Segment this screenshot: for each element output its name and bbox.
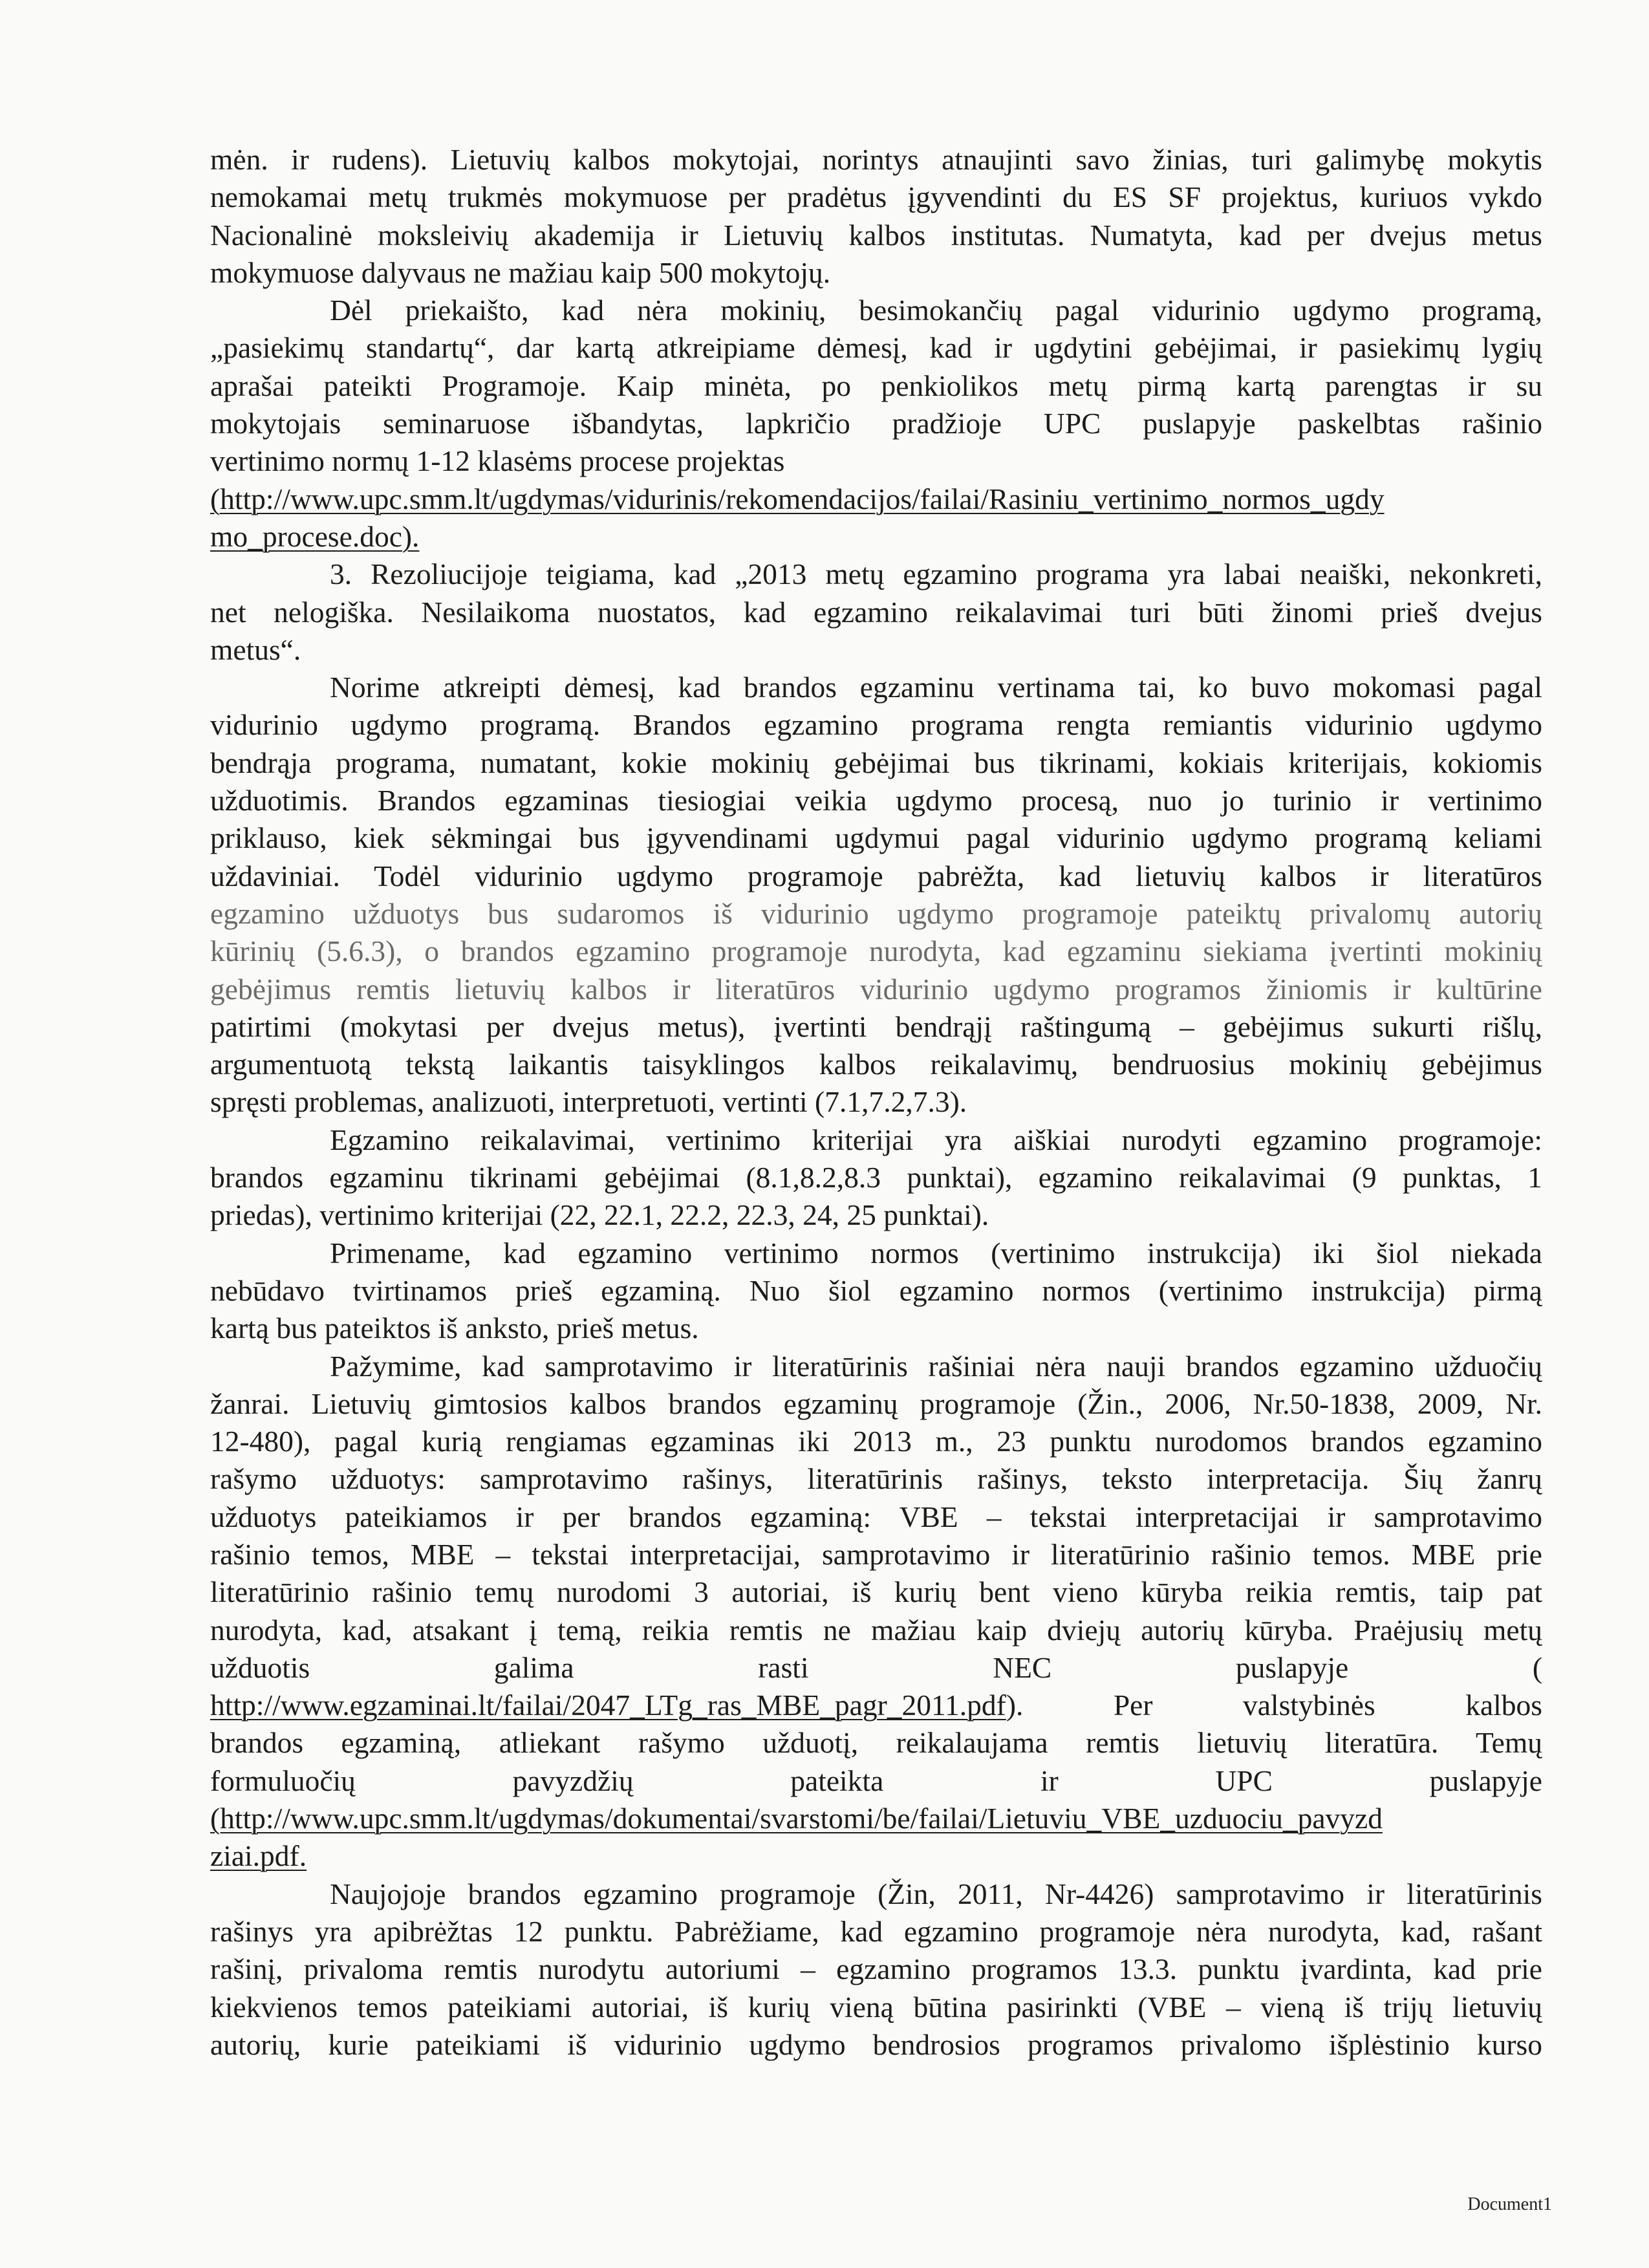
text-line: aprašai pateikti Programoje. Kaip minėta, po penkiolikos metų pirmą kartą parengtas ir su bbox=[210, 369, 1542, 402]
text-line: bendrąja programa, numatant, kokie mokinių gebėjimai bus tikrinami, kokiais kriterijais, kokiomis bbox=[210, 746, 1542, 779]
text-line: egzamino užduotys bus sudaromos iš vidurinio ugdymo programoje pateiktų privalomų autorių bbox=[210, 896, 1542, 930]
text-line: nebūdavo tvirtinamos prieš egzaminą. Nuo šiol egzamino normos (vertinimo instrukcija) pirmą bbox=[210, 1273, 1542, 1307]
text-line: žanrai. Lietuvių gimtosios kalbos brandos egzaminų programoje (Žin., 2006, Nr.50-1838, 2009, Nr. bbox=[210, 1387, 1542, 1420]
text-line: kūrinių (5.6.3), o brandos egzamino programoje nurodyta, kad egzaminu siekiama įvertinti mokinių bbox=[210, 934, 1542, 968]
text-line: užduotys pateikiamos ir per brandos egzaminą: VBE – tekstai interpretacijai ir samprotavimo bbox=[210, 1500, 1542, 1533]
text-line bbox=[210, 481, 1542, 518]
url-link[interactable]: (http://www.upc.smm.lt/ugdymas/dokumentai/svarstomi/be/failai/Lietuviu_VBE_uzduociu_pavyzd bbox=[210, 1802, 1383, 1835]
document-footer-label: Document1 bbox=[1467, 2194, 1552, 2214]
document-body bbox=[210, 141, 1542, 2064]
url-link[interactable]: (http://www.upc.smm.lt/ugdymas/vidurinis/rekomendacijos/failai/Rasiniu_vertinimo_normos_ugdy bbox=[210, 482, 1385, 515]
text-line: rašinys yra apibrėžtas 12 punktu. Pabrėžiame, kad egzamino programoje nėra nurodyta, kad, rašant bbox=[210, 1914, 1542, 1948]
text-line: rašinį, privaloma remtis nurodytu autoriumi – egzamino programos 13.3. punktu įvardinta, kad prie bbox=[210, 1952, 1542, 1986]
text-line: nemokamai metų trukmės mokymuose per pradėtus įgyvendinti du ES SF projektus, kuriuos vykdo bbox=[210, 180, 1542, 214]
text-line: 3. Rezoliucijoje teigiama, kad „2013 metų egzamino programa yra labai neaiški, nekonkreti, bbox=[330, 557, 1542, 591]
text-line: mokytojais seminaruose išbandytas, lapkričio pradžioje UPC puslapyje paskelbtas rašinio bbox=[210, 407, 1542, 440]
text-line: gebėjimus remtis lietuvių kalbos ir literatūros vidurinio ugdymo programos žiniomis ir kultūrine bbox=[210, 972, 1542, 1006]
text-line: formuluočių pavyzdžių pateikta ir UPC puslapyje bbox=[210, 1764, 1542, 1797]
text-line: Norime atkreipti dėmesį, kad brandos egzaminu vertinama tai, ko buvo mokomasi pagal bbox=[330, 671, 1542, 704]
text-line: brandos egzaminą, atliekant rašymo užduotį, reikalaujama remtis lietuvių literatūra. Temų bbox=[210, 1726, 1542, 1760]
text-line: rašinio temos, MBE – tekstai interpretacijai, samprotavimo ir literatūrinio rašinio temos. MBE prie bbox=[210, 1537, 1542, 1571]
text-line: uždaviniai. Todėl vidurinio ugdymo programoje pabrėžta, kad lietuvių kalbos ir literatūros bbox=[210, 859, 1542, 892]
text-line: mėn. ir rudens). Lietuvių kalbos mokytojai, norintys atnaujinti savo žinias, turi galimybę mokytis bbox=[210, 143, 1542, 176]
text-line: Nacionalinė moksleivių akademija ir Lietuvių kalbos institutas. Numatyta, kad per dvejus metus bbox=[210, 218, 1542, 252]
text-line: priedas), vertinimo kriterijai (22, 22.1, 22.2, 22.3, 24, 25 punktai). bbox=[210, 1198, 989, 1232]
text-line bbox=[210, 1800, 1542, 1837]
text-line: metus“. bbox=[210, 632, 301, 666]
text-line: http://www.egzaminai.lt/failai/2047_LTg_ras_MBE_pagr_2011.pdf). Per valstybinės kalbos bbox=[210, 1689, 1542, 1722]
text-line: „pasiekimų standartų“, dar kartą atkreipiame dėmesį, kad ir ugdytini gebėjimai, ir pasiekimų lygių bbox=[210, 331, 1542, 365]
text-line: Dėl priekaišto, kad nėra mokinių, besimokančių pagal vidurinio ugdymo programą, bbox=[330, 294, 1542, 327]
url-link[interactable]: http://www.egzaminai.lt/failai/2047_LTg_ras_MBE_pagr_2011.pdf bbox=[210, 1689, 1006, 1722]
text-line: vertinimo normų 1-12 klasėms procese projektas bbox=[210, 444, 785, 478]
text-line: spręsti problemas, analizuoti, interpretuoti, vertinti (7.1,7.2,7.3). bbox=[210, 1085, 967, 1119]
text-line: užduotimis. Brandos egzaminas tiesiogiai veikia ugdymo procesą, nuo jo turinio ir vertinimo bbox=[210, 784, 1542, 817]
text-line: kartą bus pateiktos iš anksto, prieš metus. bbox=[210, 1312, 699, 1345]
url-link[interactable]: ziai.pdf. bbox=[210, 1839, 307, 1873]
text-line: 12-480), pagal kurią rengiamas egzaminas iki 2013 m., 23 punktu nurodomos brandos egzamino bbox=[210, 1425, 1542, 1458]
text-line: vidurinio ugdymo programą. Brandos egzamino programa rengta remiantis vidurinio ugdymo bbox=[210, 708, 1542, 742]
text-line: mokymuose dalyvaus ne mažiau kaip 500 mokytojų. bbox=[210, 255, 831, 289]
text-line: literatūrinio rašinio temų nurodomi 3 autoriai, iš kurių bent vieno kūryba reikia remtis, taip pat bbox=[210, 1575, 1542, 1609]
text-line: priklauso, kiek sėkmingai bus įgyvendinami ugdymui pagal vidurinio ugdymo programą keliami bbox=[210, 821, 1542, 855]
text-line: brandos egzaminu tikrinami gebėjimai (8.1,8.2,8.3 punktai), egzamino reikalavimai (9 punktas, 1 bbox=[210, 1161, 1542, 1194]
text-line: autorių, kurie pateikiami iš vidurinio ugdymo bendrosios programos privalomo išplėstinio kurso bbox=[210, 2027, 1542, 2061]
text-line: rašymo užduotys: samprotavimo rašinys, literatūrinis rašinys, teksto interpretacija. Šių žanrų bbox=[210, 1462, 1542, 1496]
text-line: Primename, kad egzamino vertinimo normos (vertinimo instrukcija) iki šiol niekada bbox=[330, 1236, 1542, 1269]
text-line: Egzamino reikalavimai, vertinimo kriterijai yra aiškiai nurodyti egzamino programoje: bbox=[330, 1123, 1542, 1156]
text-line: argumentuotą tekstą laikantis taisyklingos kalbos reikalavimų, bendruosius mokinių gebėjimus bbox=[210, 1048, 1542, 1081]
text-line: užduotis galima rasti NEC puslapyje ( bbox=[210, 1650, 1542, 1684]
text-line: net nelogiška. Nesilaikoma nuostatos, kad egzamino reikalavimai turi būti žinomi prieš dvejus bbox=[210, 595, 1542, 629]
text-line: kiekvienos temos pateikiami autoriai, iš kurių vieną būtina pasirinkti (VBE – vieną iš trijų lietuvių bbox=[210, 1990, 1542, 2024]
text-line: nurodyta, kad, atsakant į temą, reikia remtis ne mažiau kaip dviejų autorių kūryba. Praėjusių metų bbox=[210, 1613, 1542, 1647]
text-line: Naujojoje brandos egzamino programoje (Žin, 2011, Nr-4426) samprotavimo ir literatūrinis bbox=[330, 1877, 1542, 1910]
text-line bbox=[210, 1837, 1542, 1875]
text-line bbox=[210, 518, 1542, 556]
text-line: patirtimi (mokytasi per dvejus metus), įvertinti bendrąjį raštingumą – gebėjimus sukurti rišlų, bbox=[210, 1010, 1542, 1043]
url-link[interactable]: mo_procese.doc). bbox=[210, 519, 420, 553]
text-line: Pažymime, kad samprotavimo ir literatūrinis rašiniai nėra nauji brandos egzamino užduočių bbox=[330, 1349, 1542, 1383]
